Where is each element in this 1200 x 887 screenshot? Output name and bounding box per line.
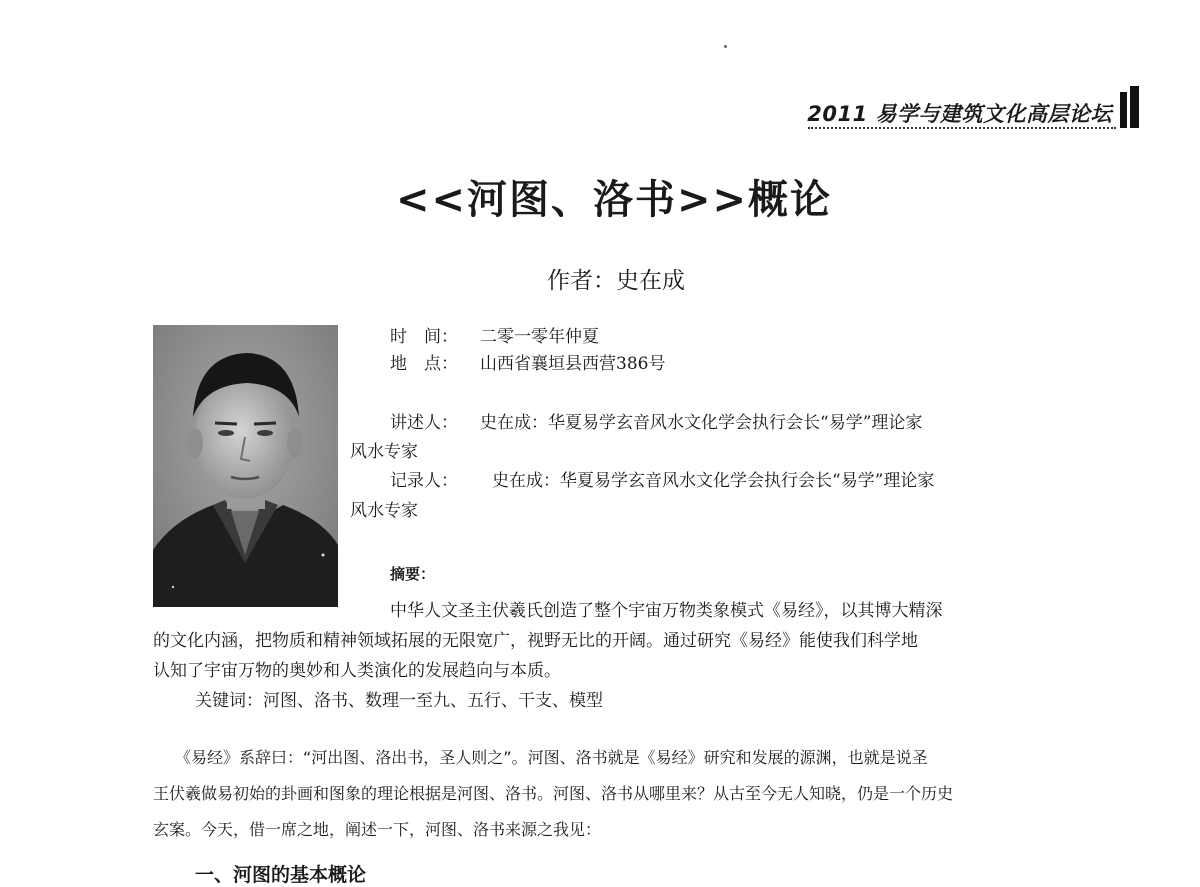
running-header-rule	[808, 127, 1116, 129]
info-time-label: 时 间：	[390, 327, 458, 347]
body-line-1: 《易经》系辞曰：“河出图、洛出书，圣人则之”。河图、洛书就是《易经》研究和发展的源渊，也就是说圣	[175, 748, 928, 767]
body-line-3: 玄案。今天，借一席之地，阐述一下，河图、洛书来源之我见：	[153, 820, 602, 839]
abstract-line-1: 中华人文圣主伏羲氏创造了整个宇宙万物类象模式《易经》，以其博大精深	[390, 601, 943, 621]
abstract-label: 摘要：	[390, 565, 436, 583]
info-narrator-label: 讲述人：	[390, 413, 458, 433]
info-place-label: 地 点：	[390, 354, 458, 374]
scan-speck	[724, 45, 727, 48]
info-narrator-cont: 风水专家	[350, 442, 418, 462]
author-photo	[153, 325, 338, 607]
author-line: 作者：史在成	[547, 268, 685, 294]
info-narrator	[390, 412, 922, 434]
paper-title: <<河图、洛书>>概论	[395, 177, 833, 223]
info-place	[390, 353, 665, 375]
info-recorder-cont: 风水专家	[350, 501, 418, 521]
info-place-value: 山西省襄垣县西营386号	[480, 354, 666, 374]
running-header	[790, 96, 1120, 130]
keywords: 关键词：河图、洛书、数理一至九、五行、干支、模型	[195, 691, 603, 711]
header-mark-icon	[1120, 86, 1144, 128]
running-header-title: 2011 易学与建筑文化高层论坛	[807, 102, 1112, 126]
info-recorder	[390, 470, 934, 492]
info-recorder-value: 史在成：华夏易学玄音风水文化学会执行会长“易学”理论家	[492, 471, 935, 491]
section-heading-1: 一、河图的基本概论	[195, 864, 367, 886]
info-recorder-label: 记录人：	[390, 471, 458, 491]
info-narrator-value: 史在成：华夏易学玄音风水文化学会执行会长“易学”理论家	[480, 413, 923, 433]
abstract-line-3: 认知了宇宙万物的奥妙和人类演化的发展趋向与本质。	[153, 661, 561, 681]
info-time	[390, 326, 599, 348]
info-time-value: 二零一零年仲夏	[480, 327, 599, 347]
body-line-2: 王伏羲做易初始的卦画和图象的理论根据是河图、洛书。河图、洛书从哪里来？从古至今无人知晓，仍是一个历史	[153, 784, 954, 803]
abstract-line-2: 的文化内涵，把物质和精神领域拓展的无限宽广，视野无比的开阔。通过研究《易经》能使我们科学地	[153, 631, 918, 651]
